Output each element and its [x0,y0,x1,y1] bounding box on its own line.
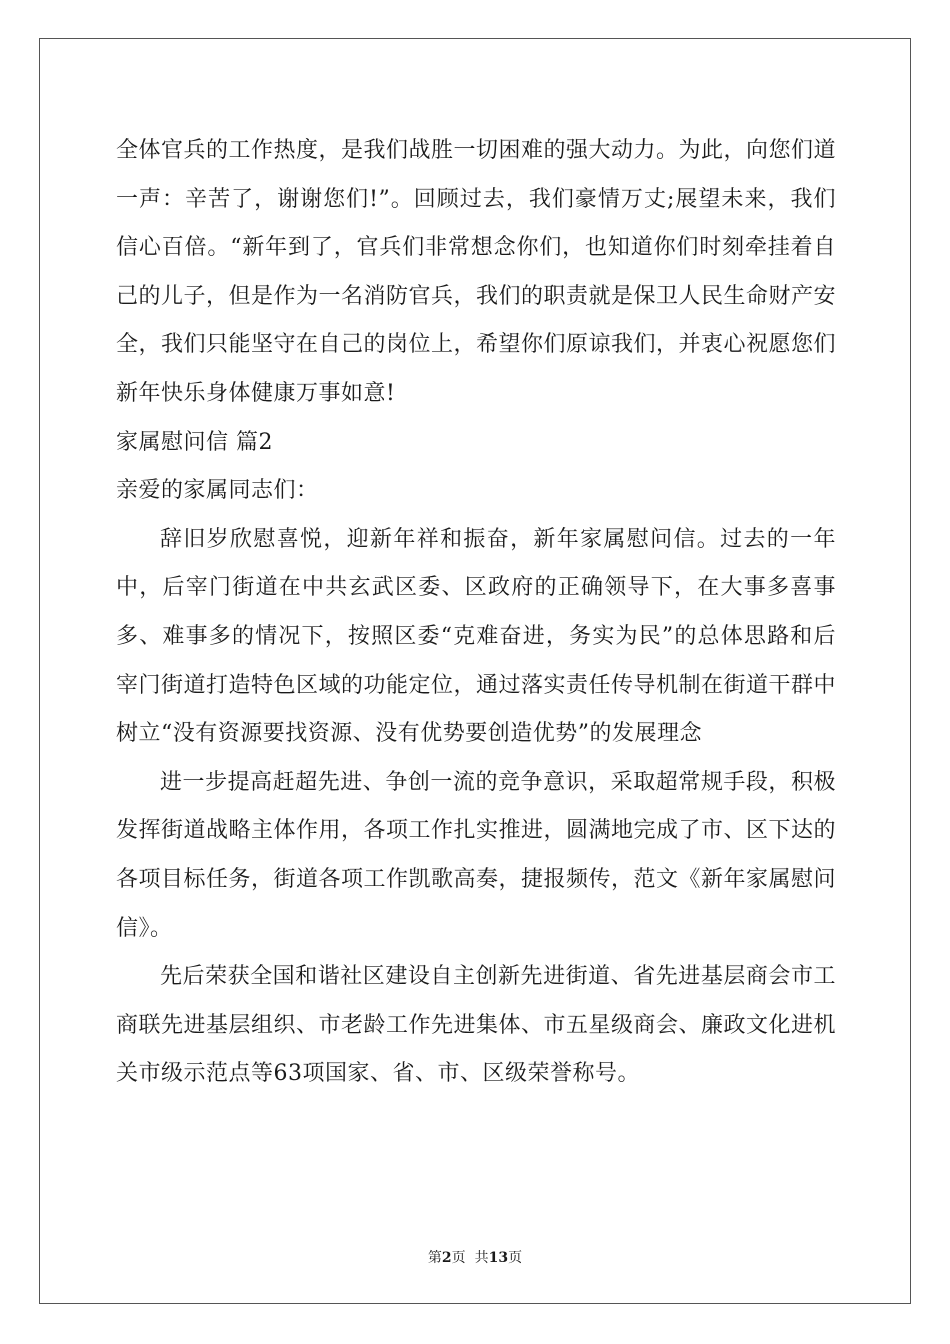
salutation: 亲爱的家属同志们： [116,478,319,504]
footer-prefix: 第 [427,1250,442,1266]
footer-mid: 页 共 [451,1250,489,1266]
paragraph-5: 先后荣获全国和谐社区建设自主创新先进街道、省先进基层商会市工商联先进基层组织、市老龄工作先进集体、市五星级商会、廉政文化进机关市级示范点等63项国家、省、市、区级荣誉称号。 [116,964,837,1087]
paragraph-4: 进一步提高赶超先进、争创一流的竞争意识，采取超常规手段，积极发挥街道战略主体作用，各项工作扎实推进，圆满地完成了市、区下达的各项目标任务，街道各项工作凯歌高奏，捷报频传，范文《新年家属慰问信》。 [116,769,837,941]
footer-suffix: 页 [508,1250,523,1266]
paragraph-3: 辞旧岁欣慰喜悦，迎新年祥和振奋，新年家属慰问信。过去的一年中，后宰门街道在中共玄武区委、区政府的正确领导下，在大事多喜事多、难事多的情况下，按照区委“克难奋进，务实为民”的总体思路和后宰门街道打造特色区域的功能定位，通过落实责任传导机制在街道干群中树立“没有资源要找资源、没有优势要创造优势”的发展理念 [116,526,837,747]
section-heading: 家属慰问信 篇2 [116,429,273,455]
page-footer [0,1247,950,1267]
total-pages-number: 13 [488,1250,509,1266]
document-body [116,127,836,1099]
current-page-number: 2 [441,1250,452,1266]
paragraph-1: 全体官兵的工作热度，是我们战胜一切困难的强大动力。为此，向您们道一声：辛苦了，谢谢您们!”。回顾过去，我们豪情万丈;展望未来，我们信心百倍。“新年到了，官兵们非常想念你们，也知道你们时刻牵挂着自己的儿子，但是作为一名消防官兵，我们的职责就是保卫人民生命财产安全，我们只能坚守在自己的岗位上，希望你们原谅我们，并衷心祝愿您们新年快乐身体健康万事如意! [116,138,837,406]
